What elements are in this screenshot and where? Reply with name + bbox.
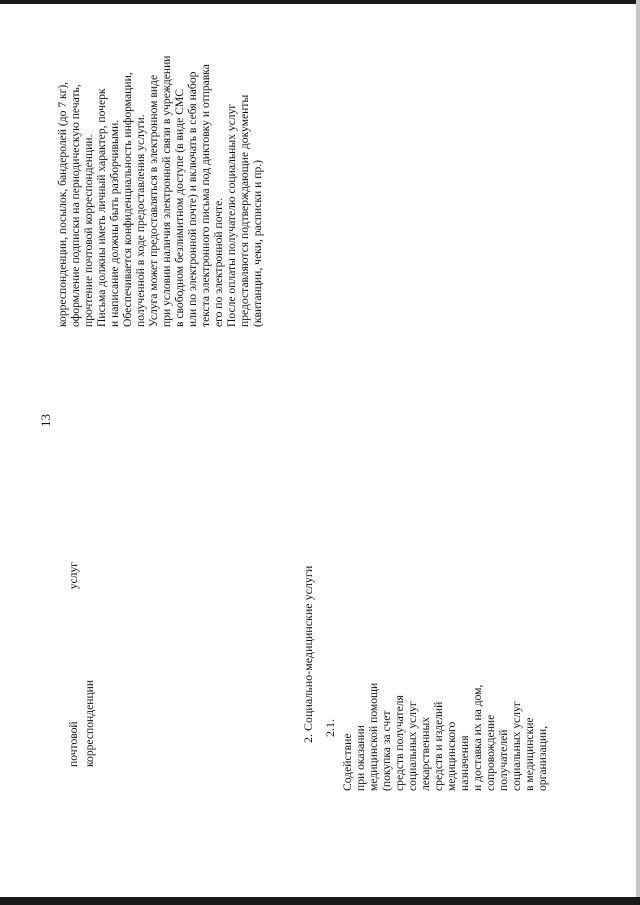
description-line: при условии наличия электронной связи в учреждении [160, 55, 173, 327]
description-line: Обеспечивается конфиденциальность информации, [121, 72, 134, 327]
item-line: получателей [497, 729, 510, 791]
description-line: прочтение почтовой корреспонденции. [82, 134, 95, 327]
description-line: полученной в ходе предоставления услуги. [134, 114, 147, 327]
label-word-postal: почтовой [67, 721, 80, 767]
label-word-services: услуг [67, 562, 80, 590]
item-line: организации, [536, 725, 549, 791]
item-line: Содействие [341, 733, 354, 791]
description-line: и написание должны быть разборчивыми. [108, 119, 121, 327]
item-number: 2.1. [323, 719, 337, 737]
item-line: при оказании [354, 725, 367, 791]
item-line: средств получателя [393, 695, 406, 791]
page-number: 13 [38, 414, 53, 427]
service-description-column [56, 5, 264, 327]
description-line: в свободном безлимитном доступе (в виде СМС [173, 89, 186, 327]
item-line: медицинской помощи [367, 682, 380, 791]
item-description [341, 683, 549, 791]
description-line: Письма должны иметь личный характер, почерк [95, 88, 108, 327]
item-line: сопровождение [484, 714, 497, 791]
item-line: социальных услуг [406, 701, 419, 791]
description-line: оформление подписки на периодическую печать, [69, 84, 82, 327]
description-line: (квитанции, чеки, расписки и пр.) [251, 160, 264, 327]
description-line: его по электронной почте. [212, 197, 225, 327]
description-line: Услуга может предоставляться в электронном виде [147, 74, 160, 327]
description-line: предоставляются подтверждающие документы [238, 94, 251, 327]
description-line: После оплаты получателю социальных услуг [225, 103, 238, 327]
label-word-correspondence: корреспонденции [83, 679, 96, 767]
description-line: текста электронного письма под диктовку и отправка [199, 64, 212, 327]
item-line: (покупка за счет [380, 710, 393, 791]
description-line: корреспонденции, посылок, бандеролей (до 7 кг), [56, 81, 69, 327]
item-line: лекарственных [419, 716, 432, 791]
item-line: и доставка их на дом, [471, 684, 484, 791]
item-line: в медицинские [523, 717, 536, 791]
item-line: назначения [458, 735, 471, 791]
item-line: медицинского [445, 721, 458, 791]
item-line: социальных услуг [510, 701, 523, 791]
item-line: средств и изделий [432, 701, 445, 791]
description-line: или по электронной почте) и включать в себя набор [186, 71, 199, 327]
section-heading: 2. Социально-медицинские услуги [301, 565, 315, 743]
